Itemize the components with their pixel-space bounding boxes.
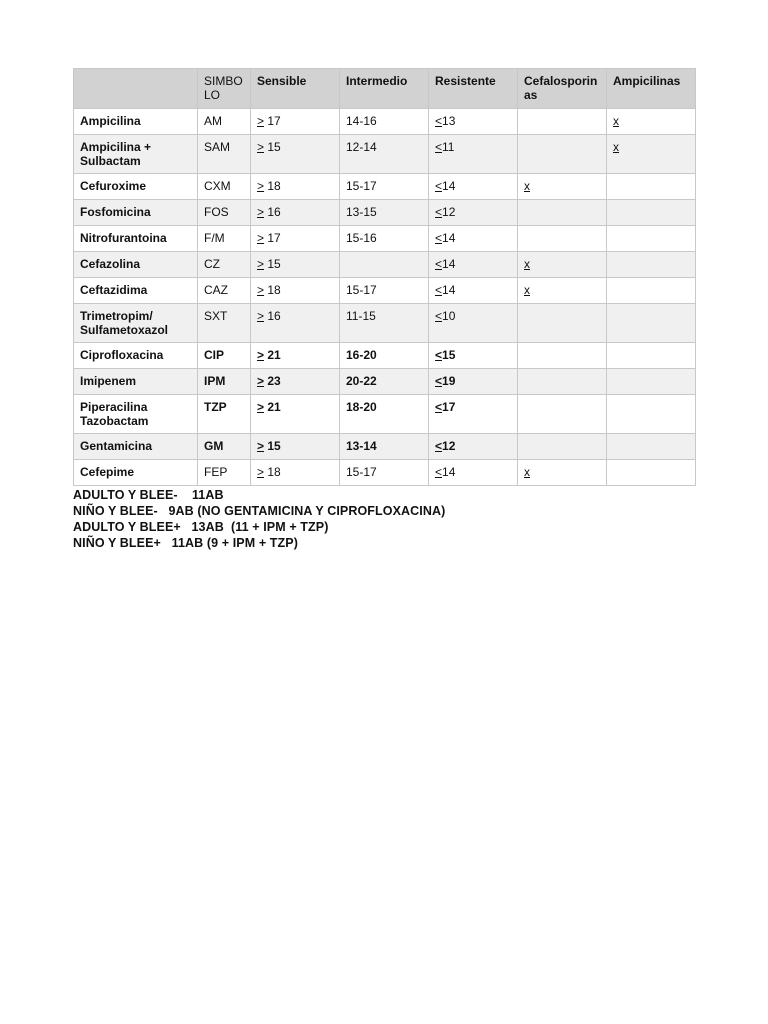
cell-symbol: CAZ	[198, 278, 251, 304]
cell-cefalosporinas	[518, 369, 607, 395]
cell-ampicilinas	[607, 395, 696, 434]
greater-equal-symbol: >	[257, 205, 265, 219]
table-row	[74, 434, 696, 460]
less-equal-symbol: <	[435, 374, 443, 388]
cell-antibiotic: Piperacilina Tazobactam	[74, 395, 198, 434]
cell-cefalosporinas: x	[518, 278, 607, 304]
cell-resistente: <12	[429, 434, 518, 460]
header-simbolo: SIMBOLO	[198, 69, 251, 109]
cell-symbol: FEP	[198, 460, 251, 486]
cell-intermedio: 15-16	[340, 226, 429, 252]
note-line: ADULTO Y BLEE+ 13AB (11 + IPM + TZP)	[73, 520, 329, 534]
greater-equal-symbol: >	[257, 283, 265, 297]
less-equal-symbol: <	[435, 205, 443, 219]
table-row	[74, 226, 696, 252]
cell-antibiotic: Nitrofurantoina	[74, 226, 198, 252]
cell-antibiotic: Trimetropim/ Sulfametoxazol	[74, 304, 198, 343]
cell-resistente: <14	[429, 278, 518, 304]
greater-equal-symbol: >	[257, 231, 265, 245]
cell-resistente: <19	[429, 369, 518, 395]
table-body	[74, 109, 696, 486]
cell-sensible: > 15	[251, 135, 340, 174]
cell-ampicilinas	[607, 174, 696, 200]
cell-intermedio: 20-22	[340, 369, 429, 395]
cell-intermedio: 11-15	[340, 304, 429, 343]
less-equal-symbol: <	[435, 309, 443, 323]
cell-ampicilinas	[607, 369, 696, 395]
cell-ampicilinas	[607, 304, 696, 343]
less-equal-symbol: <	[435, 257, 443, 271]
cell-antibiotic: Gentamicina	[74, 434, 198, 460]
cell-intermedio: 18-20	[340, 395, 429, 434]
cell-resistente: <17	[429, 395, 518, 434]
cell-sensible: > 17	[251, 226, 340, 252]
less-equal-symbol: <	[435, 114, 443, 128]
cell-ampicilinas	[607, 200, 696, 226]
cell-sensible: > 15	[251, 252, 340, 278]
cell-cefalosporinas: x	[518, 460, 607, 486]
cell-antibiotic: Cefazolina	[74, 252, 198, 278]
cell-cefalosporinas	[518, 395, 607, 434]
table-row	[74, 304, 696, 343]
cell-cefalosporinas	[518, 304, 607, 343]
cell-symbol: FOS	[198, 200, 251, 226]
cell-resistente: <14	[429, 226, 518, 252]
note-line: NIÑO Y BLEE- 9AB (NO GENTAMICINA Y CIPROFLOXACINA)	[73, 504, 446, 518]
cell-cefalosporinas	[518, 343, 607, 369]
cell-intermedio	[340, 252, 429, 278]
cell-antibiotic: Cefepime	[74, 460, 198, 486]
cell-sensible: > 15	[251, 434, 340, 460]
cell-sensible: > 16	[251, 200, 340, 226]
cell-resistente: <14	[429, 174, 518, 200]
cell-sensible: > 21	[251, 395, 340, 434]
cell-symbol: IPM	[198, 369, 251, 395]
cell-intermedio: 13-15	[340, 200, 429, 226]
cell-cefalosporinas	[518, 109, 607, 135]
cell-cefalosporinas: x	[518, 252, 607, 278]
cell-symbol: CIP	[198, 343, 251, 369]
header-sensible: Sensible	[251, 69, 340, 109]
cell-symbol: TZP	[198, 395, 251, 434]
cell-symbol: SXT	[198, 304, 251, 343]
table-header-row	[74, 69, 696, 109]
greater-equal-symbol: >	[257, 257, 265, 271]
cell-ampicilinas: x	[607, 135, 696, 174]
cell-antibiotic: Cefuroxime	[74, 174, 198, 200]
cell-intermedio: 16-20	[340, 343, 429, 369]
greater-equal-symbol: >	[257, 348, 265, 362]
greater-equal-symbol: >	[257, 114, 265, 128]
less-equal-symbol: <	[435, 400, 443, 414]
cell-ampicilinas	[607, 226, 696, 252]
less-equal-symbol: <	[435, 179, 443, 193]
cell-intermedio: 15-17	[340, 278, 429, 304]
cell-ampicilinas	[607, 434, 696, 460]
table-row	[74, 343, 696, 369]
less-equal-symbol: <	[435, 231, 443, 245]
table-row	[74, 460, 696, 486]
cell-ampicilinas: x	[607, 109, 696, 135]
cell-sensible: > 18	[251, 278, 340, 304]
cell-intermedio: 12-14	[340, 135, 429, 174]
cell-symbol: GM	[198, 434, 251, 460]
header-ampicilinas: Ampicilinas	[607, 69, 696, 109]
greater-equal-symbol: >	[257, 439, 265, 453]
cell-resistente: <12	[429, 200, 518, 226]
cell-cefalosporinas	[518, 434, 607, 460]
cell-sensible: > 16	[251, 304, 340, 343]
cell-symbol: AM	[198, 109, 251, 135]
cell-intermedio: 15-17	[340, 460, 429, 486]
table-row	[74, 200, 696, 226]
cell-intermedio: 14-16	[340, 109, 429, 135]
cell-resistente: <15	[429, 343, 518, 369]
cell-sensible: > 23	[251, 369, 340, 395]
less-equal-symbol: <	[435, 348, 443, 362]
cell-cefalosporinas	[518, 135, 607, 174]
cell-symbol: SAM	[198, 135, 251, 174]
table-row	[74, 369, 696, 395]
less-equal-symbol: <	[435, 439, 443, 453]
antibiogram-table	[73, 68, 696, 486]
cell-antibiotic: Ceftazidima	[74, 278, 198, 304]
cell-antibiotic: Ampicilina	[74, 109, 198, 135]
cell-antibiotic: Imipenem	[74, 369, 198, 395]
cell-sensible: > 17	[251, 109, 340, 135]
cell-resistente: <14	[429, 252, 518, 278]
cell-resistente: <11	[429, 135, 518, 174]
header-cefalosporinas: Cefalosporinas	[518, 69, 607, 109]
cell-antibiotic: Ciprofloxacina	[74, 343, 198, 369]
cell-intermedio: 15-17	[340, 174, 429, 200]
cell-ampicilinas	[607, 278, 696, 304]
less-equal-symbol: <	[435, 140, 443, 154]
less-equal-symbol: <	[435, 283, 443, 297]
table-row	[74, 252, 696, 278]
header-antibiotic	[74, 69, 198, 109]
cell-symbol: CXM	[198, 174, 251, 200]
cell-sensible: > 18	[251, 174, 340, 200]
greater-equal-symbol: >	[257, 374, 265, 388]
cell-cefalosporinas	[518, 200, 607, 226]
greater-equal-symbol: >	[257, 309, 265, 323]
table-row	[74, 395, 696, 434]
greater-equal-symbol: >	[257, 140, 265, 154]
cell-symbol: CZ	[198, 252, 251, 278]
greater-equal-symbol: >	[257, 179, 265, 193]
table-row	[74, 135, 696, 174]
note-line: ADULTO Y BLEE- 11AB	[73, 488, 224, 502]
cell-sensible: > 21	[251, 343, 340, 369]
header-intermedio: Intermedio	[340, 69, 429, 109]
cell-cefalosporinas: x	[518, 174, 607, 200]
header-resistente: Resistente	[429, 69, 518, 109]
cell-resistente: <13	[429, 109, 518, 135]
document-page	[73, 68, 695, 551]
cell-resistente: <10	[429, 304, 518, 343]
cell-resistente: <14	[429, 460, 518, 486]
cell-antibiotic: Fosfomicina	[74, 200, 198, 226]
greater-equal-symbol: >	[257, 400, 265, 414]
cell-ampicilinas	[607, 252, 696, 278]
less-equal-symbol: <	[435, 465, 443, 479]
notes-block	[73, 487, 695, 551]
table-row	[74, 278, 696, 304]
table-row	[74, 174, 696, 200]
cell-antibiotic: Ampicilina + Sulbactam	[74, 135, 198, 174]
table-row	[74, 109, 696, 135]
cell-cefalosporinas	[518, 226, 607, 252]
greater-equal-symbol: >	[257, 465, 265, 479]
cell-ampicilinas	[607, 460, 696, 486]
cell-sensible: > 18	[251, 460, 340, 486]
note-line: NIÑO Y BLEE+ 11AB (9 + IPM + TZP)	[73, 536, 298, 550]
cell-symbol: F/M	[198, 226, 251, 252]
cell-ampicilinas	[607, 343, 696, 369]
cell-intermedio: 13-14	[340, 434, 429, 460]
